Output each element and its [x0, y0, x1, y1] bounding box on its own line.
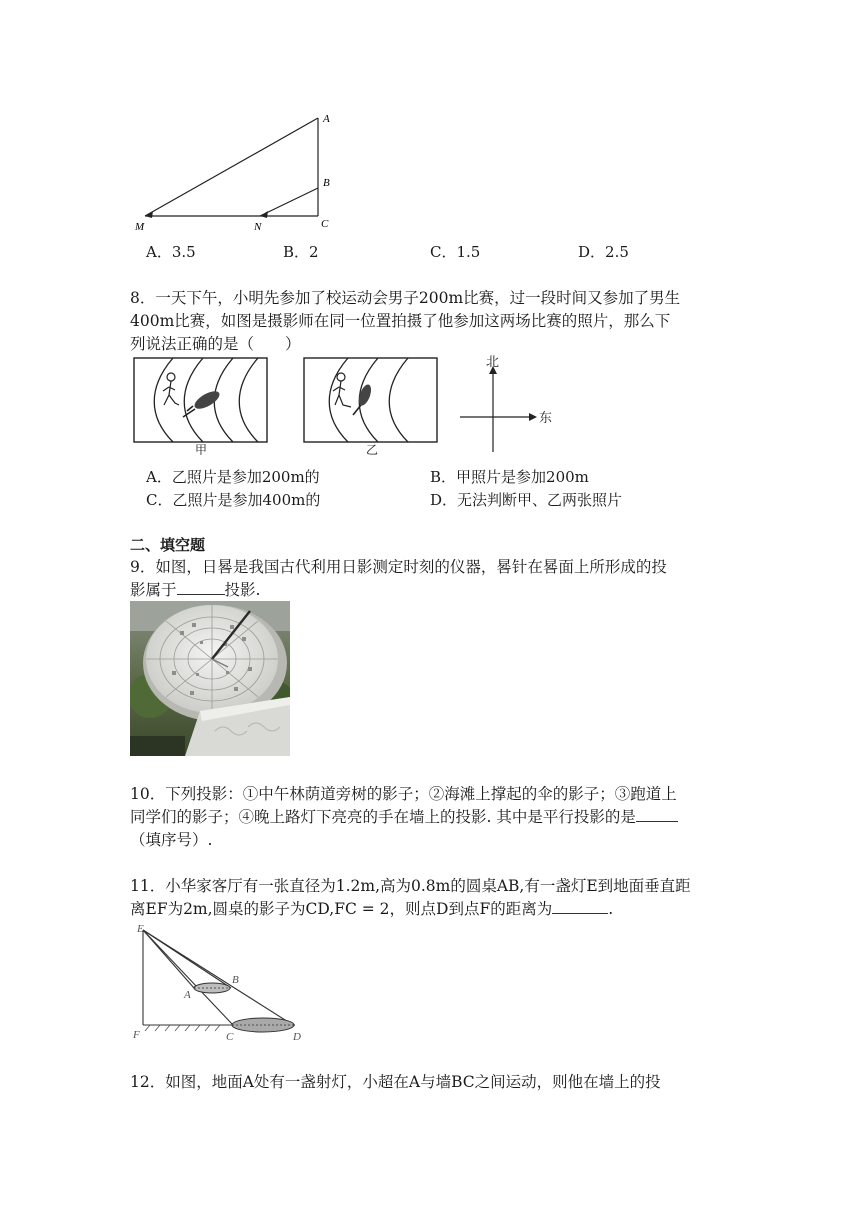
q11-line-1: 11．小华家客厅有一张直径为1.2m,高为0.8m的圆桌AB,有一盏灯E到地面垂直距 — [130, 877, 691, 895]
q7-label-a: A — [323, 113, 330, 125]
q8-line-2: 400m比赛，如图是摄影师在同一位置拍摄了他参加这两场比赛的照片，那么下 — [130, 312, 671, 330]
q9-line-2 — [130, 580, 260, 600]
q7-option-c: C．1.5 — [430, 243, 481, 261]
q11-label-f: F — [133, 1029, 140, 1041]
q8-compass — [455, 352, 565, 456]
q7-label-b: B — [323, 177, 330, 189]
q8-option-d: D．无法判断甲、乙两张照片 — [430, 491, 623, 509]
q11-label-e: E — [137, 923, 144, 935]
q10-line-1: 10．下列投影：①中午林荫道旁树的影子；②海滩上撑起的伞的影子；③跑道上 — [130, 785, 677, 803]
q11-label-d: D — [293, 1031, 301, 1043]
q10-line-2 — [130, 807, 678, 827]
east-label: 东 — [539, 410, 553, 425]
q9-line-2-suffix: 投影. — [224, 581, 261, 599]
q9-answer-blank[interactable] — [177, 580, 225, 595]
q7-option-d: D．2.5 — [578, 243, 629, 261]
q7-option-a: A．3.5 — [146, 243, 196, 261]
q8-option-c: C．乙照片是参加400m的 — [146, 491, 321, 509]
q8-line-1: 8．一天下午，小明先参加了校运动会男子200m比赛，过一段时间又参加了男生 — [130, 289, 681, 307]
q11-line-2 — [130, 899, 613, 919]
q11-lamp-table-figure — [130, 922, 310, 1044]
q8-photo-jia — [133, 357, 269, 455]
north-label: 北 — [486, 354, 500, 369]
q11-label-b: B — [232, 974, 239, 986]
q11-label-a: A — [184, 989, 191, 1001]
q7-label-c: C — [321, 218, 329, 230]
q8-option-b: B．甲照片是参加200m — [430, 468, 589, 486]
q7-option-b: B．2 — [283, 243, 319, 261]
q7-label-m: M — [135, 221, 145, 233]
q8-option-a: A．乙照片是参加200m的 — [146, 468, 320, 486]
q10-line-3: （填序号）. — [130, 831, 213, 849]
section-heading-fill-in: 二、填空题 — [130, 536, 206, 554]
q9-line-1: 9．如图，日晷是我国古代利用日影测定时刻的仪器，晷针在晷面上所形成的投 — [130, 558, 667, 576]
sundial-photo — [130, 601, 290, 756]
q11-answer-blank[interactable] — [552, 899, 608, 914]
q8-line-3: 列说法正确的是（ ） — [130, 335, 301, 353]
q8-photo-yi — [303, 357, 439, 455]
q8-photo-jia-label: 甲 — [195, 443, 208, 455]
q10-answer-blank[interactable] — [636, 807, 678, 822]
q11-line-2-text: 离EF为2m,圆桌的影子为CD,FC = 2，则点D到点F的距离为 — [130, 900, 553, 918]
q11-label-c: C — [226, 1031, 234, 1043]
q7-label-n: N — [254, 221, 262, 233]
q8-photo-yi-label: 乙 — [366, 443, 379, 455]
q7-triangle-figure — [130, 110, 350, 235]
q10-line-2-text: 同学们的影子；④晚上路灯下亮亮的手在墙上的投影. 其中是平行投影的是 — [130, 808, 636, 826]
q9-line-2-prefix: 影属于 — [130, 581, 177, 599]
q12-line-1: 12．如图，地面A处有一盏射灯，小超在A与墙BC之间运动，则他在墙上的投 — [130, 1073, 661, 1091]
q11-line-2-suffix: . — [608, 900, 614, 918]
